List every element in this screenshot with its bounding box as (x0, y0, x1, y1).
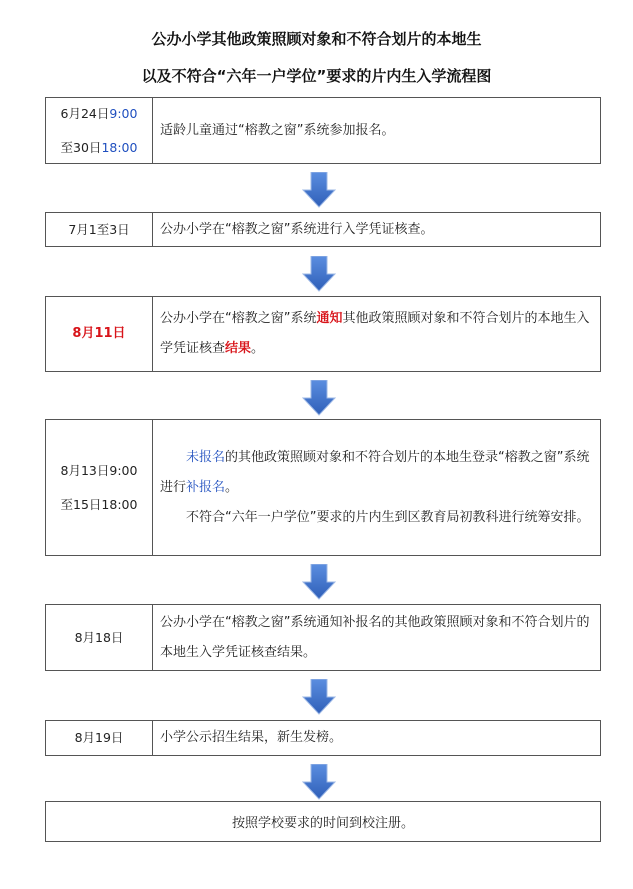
step-7-box (45, 801, 601, 842)
step-4-date-b: 至15日18:00 (60, 496, 138, 512)
step-1-text: 适龄儿童通过“榕教之窗”系统参加报名。 (160, 122, 395, 138)
step-3-text-a: 公办小学在“榕教之窗”系统 (160, 311, 317, 326)
step-4-box (45, 419, 601, 556)
step-4-not-registered: 未报名 (186, 449, 226, 465)
step-4-p1-d: 。 (225, 479, 239, 495)
arrow-down-icon (302, 172, 336, 208)
arrow-down-icon (302, 679, 336, 715)
page-title-line1: 公办小学其他政策照顾对象和不符合划片的本地生 (151, 30, 482, 48)
step-4-date-a: 8月13日9:00 (60, 462, 138, 478)
arrow-down-icon (302, 564, 336, 600)
step-3-text-end: 。 (251, 341, 265, 356)
step-3-text (160, 304, 593, 364)
step-6-date: 8月19日 (74, 730, 124, 745)
step-1-date-b-time: 18:00 (101, 139, 138, 155)
step-1-date (46, 98, 153, 163)
step-4-p1-b: 的其他政策照顾对象和不符合划片的本地生登录“榕教之窗”系统进行 (160, 449, 590, 495)
step-5-box (45, 604, 601, 671)
step-4-supplementary: 补报名 (186, 479, 226, 495)
step-5-date: 8月18日 (74, 629, 124, 645)
step-4-paragraph-2: 不符合“六年一户学位”要求的片内生到区教育局初教科进行统筹安排。 (186, 509, 590, 525)
step-6-text: 小学公示招生结果，新生发榜。 (160, 730, 343, 745)
arrow-down-icon (302, 380, 336, 416)
page-title-line2: 以及不符合“六年一户学位”要求的片内生入学流程图 (141, 67, 492, 85)
step-3-box (45, 296, 601, 372)
step-4-paragraph-1 (160, 443, 593, 503)
step-7-text: 按照学校要求的时间到校注册。 (231, 816, 414, 831)
arrow-down-icon (302, 764, 336, 800)
step-2-date: 7月1至3日 (68, 221, 130, 237)
step-1-date-b: 至30日 (60, 139, 102, 155)
step-3-notice: 通知 (316, 311, 343, 326)
arrow-down-icon (302, 256, 336, 292)
step-1-date-a: 6月24日 (60, 105, 110, 121)
step-3-result: 结果 (225, 341, 252, 356)
step-2-box (45, 212, 601, 247)
step-1-date-a-time: 9:00 (109, 105, 138, 121)
step-3-date: 8月11日 (72, 326, 126, 341)
step-2-text: 公办小学在“榕教之窗”系统进行入学凭证核查。 (160, 221, 434, 237)
step-1-box (45, 97, 601, 164)
step-6-box (45, 720, 601, 756)
step-3-text-b: 其他政策照顾对象和不符合划片的本地生入学凭证核查 (160, 311, 590, 356)
step-5-text: 公办小学在“榕教之窗”系统通知补报名的其他政策照顾对象和不符合划片的本地生入学凭证核查结果。 (160, 614, 590, 660)
